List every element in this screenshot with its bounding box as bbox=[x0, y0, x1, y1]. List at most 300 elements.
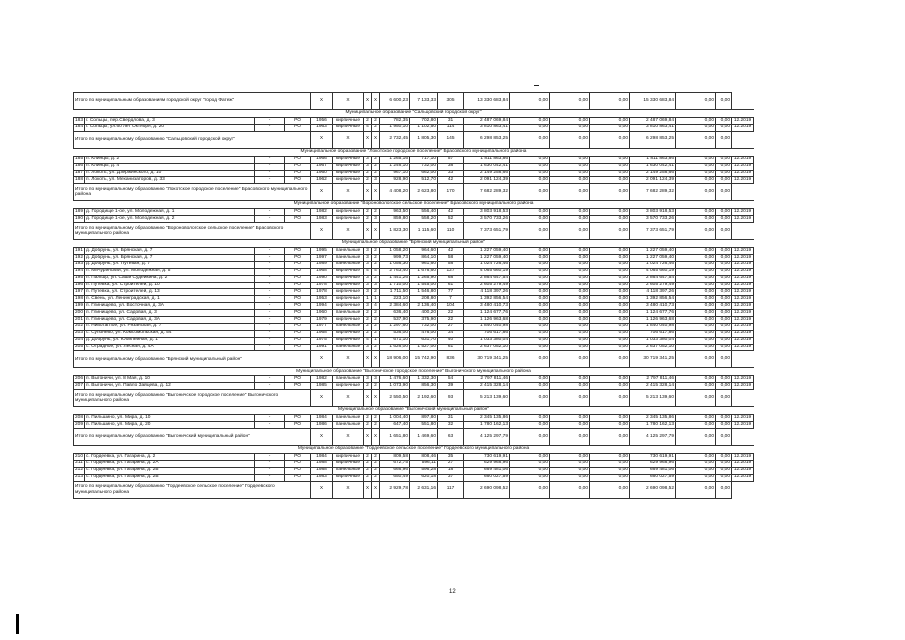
subtotal-cell: Х bbox=[311, 351, 333, 368]
table-row bbox=[74, 474, 754, 481]
table-cell: 647,40 bbox=[380, 422, 410, 429]
subtotal-cell: Х bbox=[364, 481, 372, 498]
table-cell: 1966 bbox=[311, 156, 333, 163]
table-cell: 706 617,86 bbox=[630, 330, 676, 337]
table-cell: 2 bbox=[372, 467, 380, 474]
municipality-title: Муниципальное образование "Выгоничское городское поселение" Выгоничского муниципального района bbox=[74, 368, 754, 376]
table-row bbox=[74, 177, 754, 184]
table-cell: 189 bbox=[75, 208, 84, 214]
table-cell: 193 bbox=[75, 261, 84, 267]
table-cell: 1985 bbox=[311, 383, 333, 390]
table-cell: 1 033 380,04 bbox=[464, 337, 510, 344]
table-cell: 1 710,00 bbox=[380, 282, 410, 289]
table-cell: 0,00 bbox=[550, 275, 590, 282]
table-cell: п. Локоть, ул. Дзержинского, д. 10 bbox=[85, 170, 255, 177]
table-cell: 662,00 bbox=[410, 170, 438, 177]
subtotal-cell: Х bbox=[372, 131, 380, 148]
municipality-title: Муниципальное образование "Брянский муниципальный район" bbox=[74, 240, 754, 248]
table-cell: 3 bbox=[364, 344, 372, 351]
subtotal-cell: Х bbox=[372, 390, 380, 407]
table-cell: РО bbox=[285, 467, 311, 474]
table-cell: 3 bbox=[372, 216, 380, 223]
table-cell: 2 797 811,46 bbox=[630, 376, 676, 383]
table-cell: 1 227 059,40 bbox=[630, 255, 676, 262]
subtotal-cell: Х bbox=[364, 184, 372, 201]
table-cell: 0,00 bbox=[510, 415, 550, 422]
table-cell: РО bbox=[285, 216, 311, 223]
table-cell: 629 968,96 bbox=[630, 460, 676, 467]
table-cell: 0,00 bbox=[510, 170, 550, 177]
table-cell: 0,00 bbox=[676, 303, 716, 310]
table-cell: 1962 bbox=[311, 177, 333, 184]
table-cell: 0,00 bbox=[676, 337, 716, 344]
subtotal-cell: 145 bbox=[438, 131, 464, 148]
subtotal-cell: Х bbox=[372, 429, 380, 446]
table-cell: 0,00 bbox=[510, 454, 550, 461]
table-cell: 1 332,30 bbox=[410, 376, 438, 383]
table-cell: 0,00 bbox=[676, 289, 716, 296]
table-cell: кирпичные bbox=[333, 124, 364, 131]
table-cell: 2 136,40 bbox=[410, 303, 438, 310]
subtotal-cell: 0,00 bbox=[590, 481, 630, 498]
table-row bbox=[74, 323, 754, 330]
table-cell: 0,00 bbox=[510, 118, 550, 125]
table-cell: 4 bbox=[364, 124, 372, 131]
subtotal-cell: Х bbox=[364, 223, 372, 240]
table-cell: 1977 bbox=[311, 323, 333, 330]
subtotal-row bbox=[74, 429, 754, 446]
subtotal-cell: 836 bbox=[438, 351, 464, 368]
table-cell: 205 bbox=[75, 344, 84, 350]
table-cell: 1968 bbox=[311, 268, 333, 275]
table-cell: 1978 bbox=[311, 289, 333, 296]
table-cell: 0,00 bbox=[590, 156, 630, 163]
table-cell: кирпичные bbox=[333, 216, 364, 223]
table-cell: 3 570 733,26 bbox=[464, 216, 510, 223]
table-cell: 537,90 bbox=[380, 317, 410, 324]
table-cell: 2 bbox=[372, 330, 380, 337]
table-cell: 0,00 bbox=[676, 330, 716, 337]
subtotal-cell: 0,00 bbox=[676, 223, 716, 240]
table-cell: 0,00 bbox=[550, 124, 590, 131]
table-cell: 556,40 bbox=[410, 209, 438, 216]
table-cell: 0,00 bbox=[716, 261, 732, 268]
table-cell: 0,00 bbox=[716, 268, 732, 275]
subtotal-cell: 0,00 bbox=[550, 429, 590, 446]
table-cell: 1 024 726,46 bbox=[630, 261, 676, 268]
table-cell: 0,00 bbox=[590, 282, 630, 289]
table-cell: 0,00 bbox=[550, 282, 590, 289]
table-cell: 3 bbox=[364, 156, 372, 163]
table-cell: 1967 bbox=[311, 163, 333, 170]
subtotal-cell: 0,00 bbox=[676, 93, 716, 110]
table-cell: 1 780 162,13 bbox=[464, 422, 510, 429]
table-cell: 0,00 bbox=[510, 383, 550, 390]
table-cell: 0,00 bbox=[716, 209, 732, 216]
table-cell: п. Глинищево, ул. Садовая, д. 3А bbox=[85, 317, 255, 324]
table-cell: 2 bbox=[372, 323, 380, 330]
subtotal-cell: 0,00 bbox=[716, 131, 732, 148]
table-cell: 1 246,10 bbox=[380, 163, 410, 170]
table-cell: 1 811 863,86 bbox=[630, 156, 676, 163]
table-cell: 1956 bbox=[311, 118, 333, 125]
table-cell: 512,70 bbox=[410, 177, 438, 184]
table-cell: 2 345 135,86 bbox=[630, 415, 676, 422]
subtotal-cell: 0,00 bbox=[676, 481, 716, 498]
table-cell: 0,00 bbox=[550, 323, 590, 330]
table-row bbox=[74, 296, 754, 303]
table-cell: 2 864 647,54 bbox=[464, 275, 510, 282]
table-cell: 4 bbox=[364, 337, 372, 344]
table-cell: 27 bbox=[438, 323, 464, 330]
table-cell: 0,00 bbox=[716, 383, 732, 390]
table-cell: - bbox=[255, 310, 285, 317]
table-cell: 209 bbox=[75, 421, 84, 427]
table-cell: кирпичные bbox=[333, 296, 364, 303]
table-cell: 1 950,10 bbox=[380, 124, 410, 131]
table-cell: 192 bbox=[75, 254, 84, 260]
table-cell: панельные bbox=[333, 310, 364, 317]
table-cell: 186 bbox=[75, 163, 84, 169]
table-cell: 0,00 bbox=[510, 422, 550, 429]
table-cell: - bbox=[255, 337, 285, 344]
subtotal-cell: Х bbox=[372, 223, 380, 240]
table-cell: кирпичные bbox=[333, 170, 364, 177]
table-cell: 42 bbox=[438, 248, 464, 255]
subtotal-cell: 1 115,60 bbox=[410, 223, 438, 240]
table-cell: 2 bbox=[364, 454, 372, 461]
subtotal-cell: 0,00 bbox=[510, 93, 550, 110]
table-cell: 0,00 bbox=[550, 344, 590, 351]
table-row bbox=[74, 310, 754, 317]
table-cell: 1 711,50 bbox=[380, 289, 410, 296]
subtotal-cell: 0,00 bbox=[550, 131, 590, 148]
subtotal-cell: 0,00 bbox=[590, 184, 630, 201]
table-cell: 12.2019 bbox=[732, 163, 754, 170]
table-cell: 1 527,00 bbox=[410, 344, 438, 351]
table-cell: 12.2019 bbox=[732, 422, 754, 429]
subtotal-cell: 4 125 297,79 bbox=[630, 429, 676, 446]
table-cell: 897,80 bbox=[410, 415, 438, 422]
subtotal-title: Итого по муниципальному образованию "Вороновологское сельское поселение" Брасовского муниципального района bbox=[74, 223, 311, 240]
table-cell: 2 bbox=[364, 209, 372, 216]
table-cell: 2 bbox=[372, 474, 380, 481]
table-row bbox=[74, 163, 754, 170]
subtotal-cell: 2 690 098,52 bbox=[464, 481, 510, 498]
subtotal-cell: Х bbox=[311, 481, 333, 498]
table-cell: 2 091 124,39 bbox=[630, 177, 676, 184]
subtotal-cell: Х bbox=[311, 223, 333, 240]
table-cell: 12.2019 bbox=[732, 383, 754, 390]
table-cell: д. Городище 1-ое, ул. Молодежная, д. 2 bbox=[85, 216, 255, 223]
table-cell: 2 763,40 bbox=[380, 268, 410, 275]
table-cell: д. Добрунь, ул. Брянская, д. 7 bbox=[85, 255, 255, 262]
table-cell: 184 bbox=[75, 124, 84, 130]
table-cell: 0,00 bbox=[590, 460, 630, 467]
subtotal-cell: 5 213 139,60 bbox=[630, 390, 676, 407]
table-cell: 223,10 bbox=[380, 296, 410, 303]
table-cell: 0,00 bbox=[590, 289, 630, 296]
table-cell: 1 546,80 bbox=[410, 289, 438, 296]
table-cell: 0,00 bbox=[676, 216, 716, 223]
table-cell: 18 bbox=[438, 467, 464, 474]
subtotal-cell: 30 719 341,25 bbox=[464, 351, 510, 368]
table-cell: 4 118 397,26 bbox=[464, 289, 510, 296]
table-cell: панельные bbox=[333, 255, 364, 262]
table-cell: 2 bbox=[364, 177, 372, 184]
table-row bbox=[74, 344, 754, 351]
table-cell: 536,00 bbox=[380, 330, 410, 337]
subtotal-cell: 170 bbox=[438, 184, 464, 201]
table-cell: 0,00 bbox=[510, 282, 550, 289]
table-cell: 0,00 bbox=[590, 467, 630, 474]
table-cell: 0,00 bbox=[676, 376, 716, 383]
table-cell: 2 487 069,84 bbox=[464, 118, 510, 125]
municipality-title: Муниципальное образование "Выгоничский муниципальный район" bbox=[74, 407, 754, 415]
table-cell: 0,00 bbox=[590, 422, 630, 429]
table-cell: 0,00 bbox=[590, 163, 630, 170]
table-cell: 1 676,60 bbox=[410, 268, 438, 275]
table-cell: 0,00 bbox=[510, 156, 550, 163]
table-cell: 12.2019 bbox=[732, 216, 754, 223]
table-cell: 196 bbox=[75, 282, 84, 288]
table-row bbox=[74, 124, 754, 131]
table-cell: 2 415 328,14 bbox=[630, 383, 676, 390]
table-cell: - bbox=[255, 261, 285, 268]
table-cell: 114 bbox=[438, 124, 464, 131]
table-cell: 0,00 bbox=[590, 303, 630, 310]
table-cell: 2 797 811,46 bbox=[464, 376, 510, 383]
subtotal-cell: 0,00 bbox=[716, 223, 732, 240]
page-number: 12 bbox=[449, 589, 456, 595]
table-cell: 0,00 bbox=[550, 156, 590, 163]
subtotal-row bbox=[74, 131, 754, 148]
table-cell: с. Супонево, ул. Комсомольская, д. 54 bbox=[85, 330, 255, 337]
table-cell: 0,00 bbox=[550, 415, 590, 422]
table-cell: 2 415 328,14 bbox=[464, 383, 510, 390]
table-cell: 1997 bbox=[311, 255, 333, 262]
table-cell: 39 bbox=[438, 383, 464, 390]
table-cell: - bbox=[255, 124, 285, 131]
table-cell: 1983 bbox=[311, 474, 333, 481]
table-row bbox=[74, 383, 754, 390]
subtotal-cell: 1 469,60 bbox=[410, 429, 438, 446]
subtotal-cell: 0,00 bbox=[590, 223, 630, 240]
table-cell: кирпичные bbox=[333, 156, 364, 163]
municipality-title: Муниципальное образование "Сальцовский городской округ" bbox=[74, 110, 754, 118]
table-cell: с. Отрадное, ул. Лесная, д. 4А bbox=[85, 344, 255, 351]
table-cell: 12.2019 bbox=[732, 296, 754, 303]
table-cell: РО bbox=[285, 268, 311, 275]
table-cell: 2 bbox=[364, 415, 372, 422]
table-cell: - bbox=[255, 303, 285, 310]
subtotal-cell: 0,00 bbox=[550, 223, 590, 240]
table-row bbox=[74, 337, 754, 344]
table-cell: 0,00 bbox=[590, 275, 630, 282]
table-cell: 2 bbox=[372, 383, 380, 390]
table-cell: 0,00 bbox=[510, 296, 550, 303]
table-cell: 0,00 bbox=[716, 454, 732, 461]
table-cell: панельные bbox=[333, 344, 364, 351]
subtotal-cell: 4 125 297,79 bbox=[464, 429, 510, 446]
table-row bbox=[74, 275, 754, 282]
table-cell: 0,00 bbox=[510, 261, 550, 268]
subtotal-cell: 0,00 bbox=[550, 93, 590, 110]
table-cell: 3 bbox=[364, 275, 372, 282]
table-cell: 0,00 bbox=[676, 209, 716, 216]
table-cell: 0,00 bbox=[716, 422, 732, 429]
table-cell: панельные bbox=[333, 248, 364, 255]
table-cell: РО bbox=[285, 289, 311, 296]
municipality-header-row bbox=[74, 368, 754, 376]
table-cell: 0,00 bbox=[590, 170, 630, 177]
subtotal-cell: 0,00 bbox=[716, 390, 732, 407]
table-cell: РО bbox=[285, 261, 311, 268]
table-cell: 61 bbox=[438, 344, 464, 351]
table-cell: РО bbox=[285, 170, 311, 177]
table-row bbox=[74, 422, 754, 429]
subtotal-cell: Х bbox=[333, 351, 364, 368]
table-cell: кирпичные bbox=[333, 303, 364, 310]
table-cell: - bbox=[255, 474, 285, 481]
subtotal-title: Итого по муниципальному образованию "Выгоничское городское поселение" Выгоничского муниципального района bbox=[74, 390, 311, 407]
table-cell: 0,00 bbox=[510, 268, 550, 275]
table-cell: 0,00 bbox=[510, 177, 550, 184]
table-row bbox=[74, 317, 754, 324]
table-cell: 0,00 bbox=[716, 474, 732, 481]
table-cell: 2 bbox=[372, 310, 380, 317]
table-cell: 54 bbox=[438, 376, 464, 383]
table-row bbox=[74, 415, 754, 422]
subtotal-cell: 305 bbox=[438, 93, 464, 110]
subtotal-cell: 6 600,23 bbox=[380, 93, 410, 110]
table-cell: 0,00 bbox=[716, 124, 732, 131]
subtotal-row bbox=[74, 223, 754, 240]
subtotal-cell: 2 732,45 bbox=[380, 131, 410, 148]
table-cell: г. Сольцы, пер.Свердлова, д. 3 bbox=[85, 118, 255, 125]
table-cell: 400,20 bbox=[410, 310, 438, 317]
table-cell: с. Гордеевка, ул. Гагарина, д. 2А bbox=[85, 460, 255, 467]
table-cell: РО bbox=[285, 255, 311, 262]
table-cell: 1963 bbox=[311, 124, 333, 131]
subtotal-cell: 0,00 bbox=[550, 481, 590, 498]
table-cell: - bbox=[255, 255, 285, 262]
table-row bbox=[74, 303, 754, 310]
table-cell: 0,00 bbox=[510, 289, 550, 296]
table-row bbox=[74, 460, 754, 467]
subtotal-cell: 1 805,30 bbox=[410, 131, 438, 148]
scan-mark bbox=[534, 85, 539, 86]
table-cell: 3 803 918,53 bbox=[630, 209, 676, 216]
table-cell: 551,80 bbox=[410, 422, 438, 429]
subtotal-cell: 13 330 683,84 bbox=[464, 93, 510, 110]
subtotal-title: Итого по муниципальному образованию "Сальцовский городской округ" bbox=[74, 131, 311, 148]
table-cell: - bbox=[255, 282, 285, 289]
municipality-header-row bbox=[74, 446, 754, 454]
table-cell: 12.2019 bbox=[732, 268, 754, 275]
table-cell: 1 bbox=[364, 296, 372, 303]
table-cell: 0,00 bbox=[716, 248, 732, 255]
table-cell: 12.2019 bbox=[732, 156, 754, 163]
table-cell: п. Пильшино, ул. Мира, д. 10 bbox=[85, 415, 255, 422]
table-cell: 375,90 bbox=[410, 317, 438, 324]
table-row bbox=[74, 170, 754, 177]
table-cell: панельные bbox=[333, 261, 364, 268]
subtotal-cell: 0,00 bbox=[676, 429, 716, 446]
table-cell: 2 bbox=[372, 289, 380, 296]
table-cell: РО bbox=[285, 337, 311, 344]
table-cell: 2 bbox=[372, 460, 380, 467]
table-cell: 1983 bbox=[311, 216, 333, 223]
subtotal-cell: Х bbox=[333, 481, 364, 498]
table-cell: РО bbox=[285, 474, 311, 481]
table-cell: 4 bbox=[364, 268, 372, 275]
table-cell: 12.2019 bbox=[732, 209, 754, 216]
table-cell: 77 bbox=[438, 289, 464, 296]
table-cell: 0,00 bbox=[716, 289, 732, 296]
subtotal-cell: 18 906,00 bbox=[380, 351, 410, 368]
table-cell: 2 bbox=[364, 467, 372, 474]
table-cell: 33 bbox=[438, 170, 464, 177]
housing-register-table bbox=[73, 92, 754, 499]
table-cell: кирпичные bbox=[333, 118, 364, 125]
subtotal-cell: 2 623,80 bbox=[410, 184, 438, 201]
subtotal-cell: 2 192,60 bbox=[410, 390, 438, 407]
table-cell: 1995 bbox=[311, 248, 333, 255]
table-cell: 0,00 bbox=[716, 156, 732, 163]
table-cell: п. Пильшино, ул. Мира, д. 20 bbox=[85, 422, 255, 429]
table-cell: РО bbox=[285, 303, 311, 310]
table-cell: 730 619,91 bbox=[630, 454, 676, 461]
table-cell: 1984 bbox=[311, 454, 333, 461]
table-cell: 0,00 bbox=[510, 124, 550, 131]
table-cell: 0,00 bbox=[716, 337, 732, 344]
table-cell: 1979 bbox=[311, 317, 333, 324]
table-cell: 3 bbox=[364, 303, 372, 310]
municipality-title: Муниципальное образование "Локотское городское поселение" Брасовского муниципального района bbox=[74, 148, 754, 156]
table-cell: 0,00 bbox=[590, 118, 630, 125]
table-cell: 0,00 bbox=[590, 209, 630, 216]
table-row bbox=[74, 156, 754, 163]
subtotal-cell: Х bbox=[333, 131, 364, 148]
municipality-header-row bbox=[74, 148, 754, 156]
table-cell: 52 bbox=[438, 216, 464, 223]
table-cell: 808,46 bbox=[410, 454, 438, 461]
table-cell: 3 bbox=[372, 282, 380, 289]
table-cell: 0,00 bbox=[550, 460, 590, 467]
table-cell: 68 bbox=[438, 275, 464, 282]
table-cell: 0,00 bbox=[716, 330, 732, 337]
table-cell: 199 bbox=[75, 302, 84, 308]
table-cell: 0,00 bbox=[550, 383, 590, 390]
subtotal-title: Итого по муниципальным образованиям городской округ "город Фатеж" bbox=[74, 93, 311, 110]
table-cell: 3 480 410,73 bbox=[630, 303, 676, 310]
table-cell: п. Выгоничи, ул. 8 Мая, д. 10 bbox=[85, 376, 255, 383]
table-cell: 1975 bbox=[311, 337, 333, 344]
table-cell: 191 bbox=[75, 247, 84, 253]
table-cell: 40 bbox=[438, 337, 464, 344]
subtotal-cell: 0,00 bbox=[510, 390, 550, 407]
table-cell: 12.2019 bbox=[732, 124, 754, 131]
table-row bbox=[74, 261, 754, 268]
table-cell: кирпичные bbox=[333, 383, 364, 390]
subtotal-cell: 2 550,50 bbox=[380, 390, 410, 407]
table-cell: 1 265,90 bbox=[410, 275, 438, 282]
table-cell: 0,00 bbox=[510, 255, 550, 262]
table-cell: 187 bbox=[75, 170, 84, 176]
table-cell: 2 384,60 bbox=[380, 303, 410, 310]
subtotal-cell: Х bbox=[364, 390, 372, 407]
